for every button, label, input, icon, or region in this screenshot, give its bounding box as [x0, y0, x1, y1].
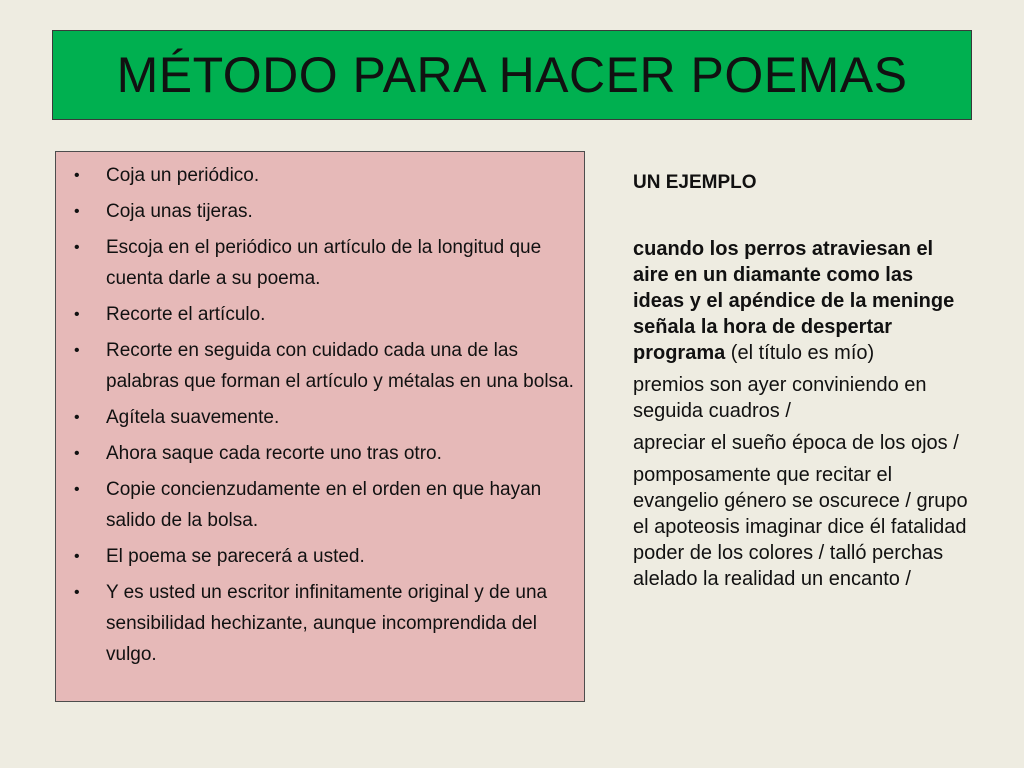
bullet-icon: • — [74, 203, 80, 220]
step-text: El poema se parecerá a usted. — [106, 546, 365, 567]
poem-line: apreciar el sueño época de los ojos / — [633, 432, 959, 454]
bullet-icon: • — [74, 584, 80, 601]
step-text: Agítela suavemente. — [106, 407, 280, 428]
list-item — [74, 232, 574, 294]
list-item — [74, 577, 574, 670]
poem-title-paragraph — [633, 236, 968, 366]
bullet-icon: • — [74, 306, 80, 323]
steps-list — [74, 160, 574, 670]
bullet-icon: • — [74, 239, 80, 256]
list-item — [74, 299, 574, 330]
step-text: Recorte en seguida con cuidado cada una de las palabras que forman el artículo y métalas en una bolsa. — [106, 340, 574, 392]
step-text: Y es usted un escritor infinitamente original y de una sensibilidad hechizante, aunque incomprendida del vulgo. — [106, 582, 548, 665]
bullet-icon: • — [74, 167, 80, 184]
poem-line: premios son ayer conviniendo en seguida cuadros / — [633, 374, 927, 422]
steps-panel — [55, 151, 585, 702]
step-text: Recorte el artículo. — [106, 304, 266, 325]
title-banner — [52, 30, 972, 120]
poem-title-note: (el título es mío) — [725, 342, 875, 364]
list-item — [74, 402, 574, 433]
step-text: Coja unas tijeras. — [106, 201, 253, 222]
list-item — [74, 438, 574, 469]
example-panel — [633, 170, 968, 598]
list-item — [74, 474, 574, 536]
bullet-icon: • — [74, 342, 80, 359]
step-text: Copie concienzudamente en el orden en que hayan salido de la bolsa. — [106, 479, 542, 531]
bullet-icon: • — [74, 548, 80, 565]
bullet-icon: • — [74, 409, 80, 426]
list-item — [74, 160, 574, 191]
slide-title: MÉTODO PARA HACER POEMAS — [116, 47, 908, 103]
list-item — [74, 335, 574, 397]
step-text: Ahora saque cada recorte uno tras otro. — [106, 443, 442, 464]
list-item — [74, 196, 574, 227]
example-heading: UN EJEMPLO — [633, 172, 757, 193]
step-text: Coja un periódico. — [106, 165, 260, 186]
step-text: Escoja en el periódico un artículo de la longitud que cuenta darle a su poema. — [106, 237, 542, 289]
list-item — [74, 541, 574, 572]
bullet-icon: • — [74, 445, 80, 462]
bullet-icon: • — [74, 481, 80, 498]
poem-line: pomposamente que recitar el evangelio género se oscurece / grupo el apoteosis imaginar dice él fatalidad poder de los colores / talló perchas alelado la realidad un encanto / — [633, 464, 968, 590]
poem-title-bold: cuando los perros atraviesan el aire en un diamante como las ideas y el apéndice de la meninge señala la hora de despertar programa — [633, 238, 955, 364]
